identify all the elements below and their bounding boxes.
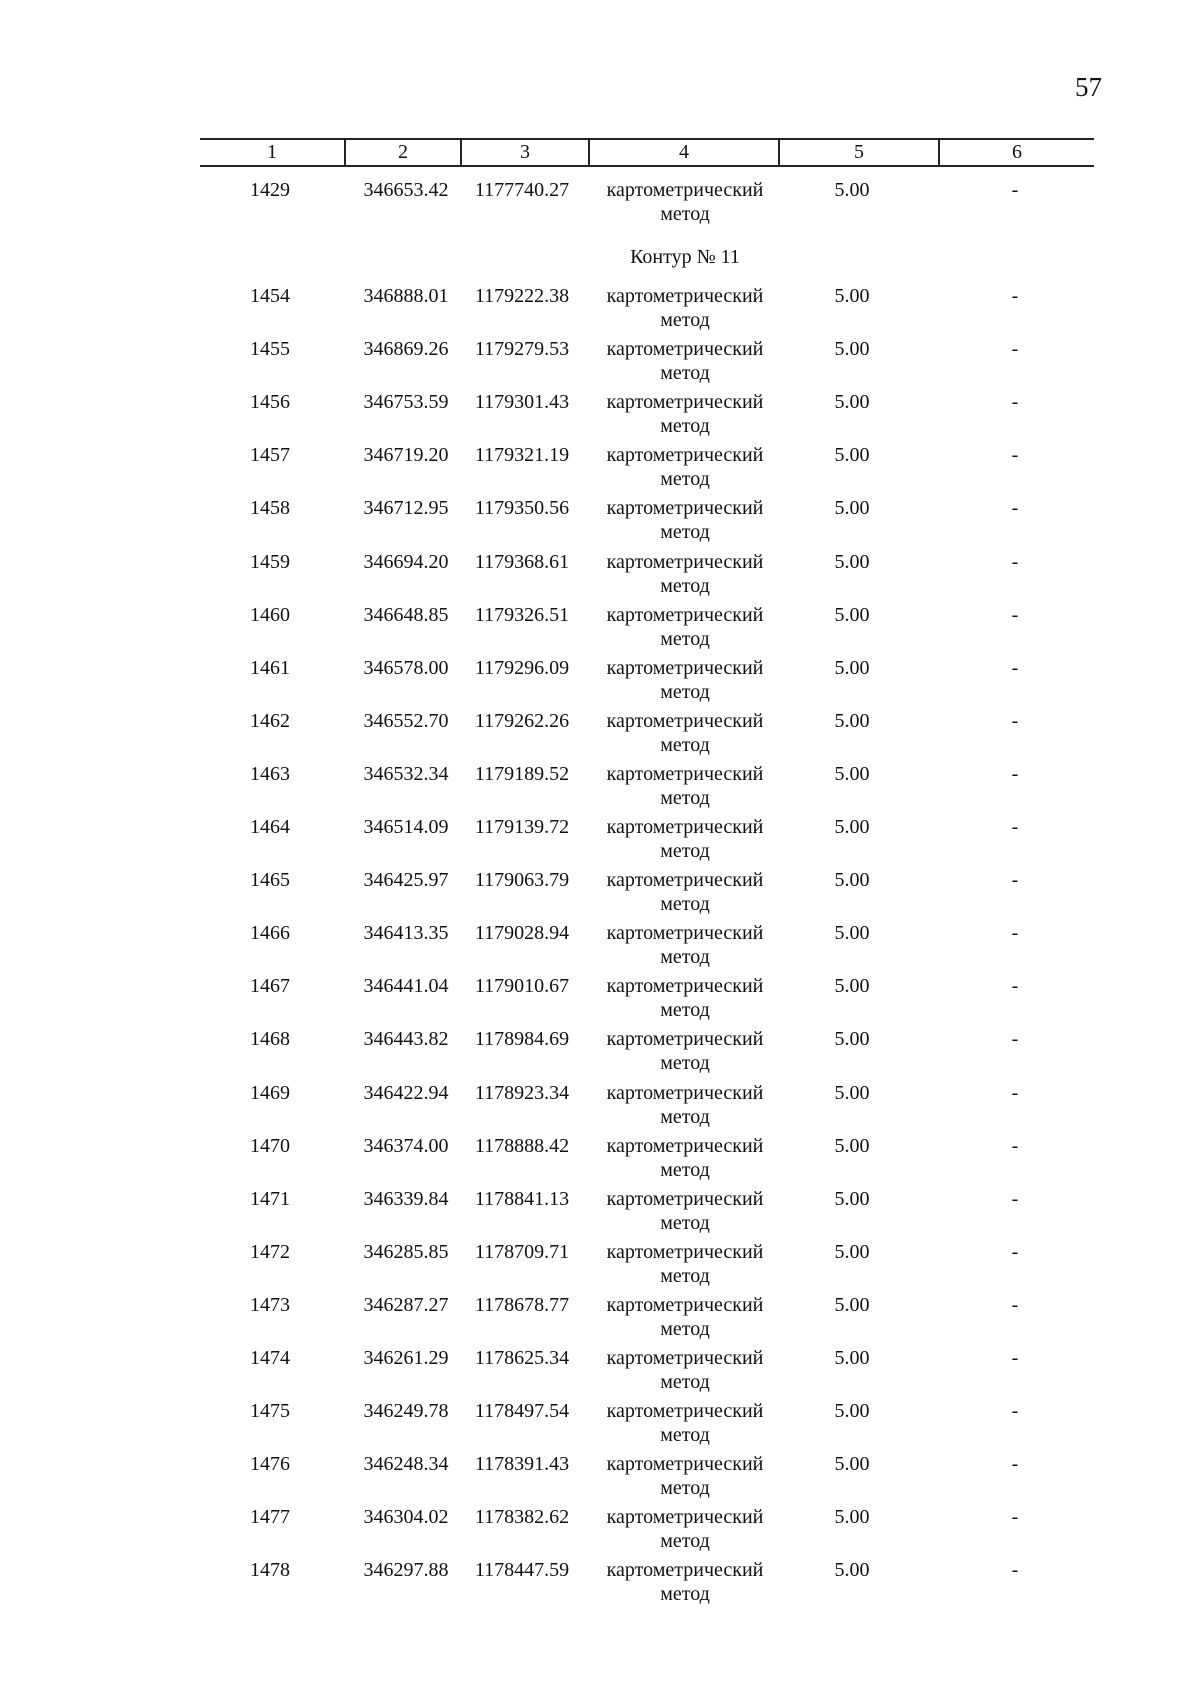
coord-x: 346753.59 xyxy=(363,391,449,414)
note: - xyxy=(1011,497,1019,520)
coord-y: 1178923.34 xyxy=(474,1081,570,1104)
method-line-2: метод xyxy=(660,309,710,331)
note: - xyxy=(1011,975,1019,998)
coord-y: 1178625.34 xyxy=(474,1347,570,1369)
note: - xyxy=(1011,603,1019,626)
method-line-2: метод xyxy=(660,1371,710,1393)
point-number: 1477 xyxy=(250,1506,290,1529)
method xyxy=(580,1134,790,1182)
accuracy: 5.00 xyxy=(834,1081,870,1104)
note: - xyxy=(1011,1134,1019,1157)
method-line-1: картометрический xyxy=(606,285,764,307)
method-line-2: метод xyxy=(660,999,710,1022)
coord-y: 1178709.71 xyxy=(474,1240,570,1263)
coord-y: 1179326.51 xyxy=(474,603,570,626)
coord-y: 1178678.77 xyxy=(474,1293,570,1316)
note: - xyxy=(1011,869,1019,892)
table-row xyxy=(0,1452,1200,1504)
accuracy: 5.00 xyxy=(834,179,870,201)
method-line-1: картометрический xyxy=(606,1134,764,1157)
method xyxy=(580,1293,790,1341)
coord-y: 1179296.09 xyxy=(474,656,570,679)
method-line-2: метод xyxy=(660,574,710,597)
table-header xyxy=(200,138,1094,167)
coord-x: 346249.78 xyxy=(363,1400,449,1423)
method-line-2: метод xyxy=(660,1530,710,1553)
method xyxy=(580,550,790,598)
method-line-2: метод xyxy=(660,521,710,544)
note: - xyxy=(1011,656,1019,679)
accuracy: 5.00 xyxy=(834,656,870,679)
table-row xyxy=(0,1293,1200,1345)
method xyxy=(580,1027,790,1075)
method-line-2: метод xyxy=(660,1105,710,1128)
accuracy: 5.00 xyxy=(834,550,870,573)
point-number: 1457 xyxy=(250,444,290,467)
note: - xyxy=(1011,922,1019,945)
coord-y: 1178888.42 xyxy=(474,1134,570,1157)
coord-x: 346261.29 xyxy=(363,1347,449,1369)
accuracy: 5.00 xyxy=(834,816,870,838)
note: - xyxy=(1011,762,1019,785)
method-line-1: картометрический xyxy=(606,1293,764,1316)
accuracy: 5.00 xyxy=(834,338,870,361)
method-line-2: метод xyxy=(660,1317,710,1340)
point-number: 1473 xyxy=(250,1293,290,1316)
table-row xyxy=(0,443,1200,495)
table-row xyxy=(0,1134,1200,1186)
table-row xyxy=(0,1187,1200,1239)
point-number: 1460 xyxy=(250,603,290,626)
method-line-1: картометрический xyxy=(606,1453,764,1476)
table-row xyxy=(0,603,1200,655)
point-number: 1478 xyxy=(250,1559,290,1582)
method-line-2: метод xyxy=(660,415,710,438)
method-line-2: метод xyxy=(660,1583,710,1606)
method xyxy=(580,815,790,863)
method xyxy=(580,178,790,226)
note: - xyxy=(1011,816,1019,838)
accuracy: 5.00 xyxy=(834,922,870,945)
method xyxy=(580,656,790,704)
contour-title: Контур № 11 xyxy=(630,246,740,268)
method xyxy=(580,974,790,1022)
method-line-1: картометрический xyxy=(606,1028,764,1051)
note: - xyxy=(1011,1453,1019,1476)
accuracy: 5.00 xyxy=(834,1293,870,1316)
method-line-1: картометрический xyxy=(606,550,764,573)
note: - xyxy=(1011,1081,1019,1104)
note: - xyxy=(1011,550,1019,573)
note: - xyxy=(1011,179,1019,201)
note: - xyxy=(1011,1400,1019,1423)
method-line-2: метод xyxy=(660,468,710,491)
accuracy: 5.00 xyxy=(834,603,870,626)
method-line-1: картометрический xyxy=(606,391,764,414)
coord-x: 346694.20 xyxy=(363,550,449,573)
method-line-1: картометрический xyxy=(606,1081,764,1104)
method xyxy=(580,1346,790,1394)
table-row xyxy=(0,390,1200,442)
coord-x: 346888.01 xyxy=(363,285,449,307)
accuracy: 5.00 xyxy=(834,391,870,414)
method-line-1: картометрический xyxy=(606,762,764,785)
note: - xyxy=(1011,444,1019,467)
accuracy: 5.00 xyxy=(834,1187,870,1210)
accuracy: 5.00 xyxy=(834,1240,870,1263)
coord-x: 346653.42 xyxy=(363,179,449,201)
coord-x: 346532.34 xyxy=(363,762,449,785)
point-number: 1455 xyxy=(250,338,290,361)
coord-x: 346248.34 xyxy=(363,1453,449,1476)
method xyxy=(580,868,790,916)
point-number: 1475 xyxy=(250,1400,290,1423)
note: - xyxy=(1011,709,1019,732)
method-line-2: метод xyxy=(660,627,710,650)
method xyxy=(580,496,790,544)
coord-x: 346304.02 xyxy=(363,1506,449,1529)
table-row xyxy=(0,868,1200,920)
note: - xyxy=(1011,338,1019,361)
note: - xyxy=(1011,391,1019,414)
coord-y: 1178447.59 xyxy=(474,1559,570,1582)
point-number: 1458 xyxy=(250,497,290,520)
point-number: 1454 xyxy=(250,285,290,307)
accuracy: 5.00 xyxy=(834,975,870,998)
coord-x: 346297.88 xyxy=(363,1559,449,1582)
point-number: 1459 xyxy=(250,550,290,573)
method-line-1: картометрический xyxy=(606,816,764,838)
accuracy: 5.00 xyxy=(834,285,870,307)
coord-y: 1178391.43 xyxy=(474,1453,570,1476)
coord-y: 1179222.38 xyxy=(474,285,570,307)
point-number: 1476 xyxy=(250,1453,290,1476)
coord-y: 1179279.53 xyxy=(474,338,570,361)
note: - xyxy=(1011,1293,1019,1316)
header-col-1: 1 xyxy=(267,141,277,163)
table-row xyxy=(0,550,1200,602)
note: - xyxy=(1011,285,1019,307)
method xyxy=(580,1187,790,1235)
note: - xyxy=(1011,1240,1019,1263)
point-number: 1467 xyxy=(250,975,290,998)
method-line-2: метод xyxy=(660,1424,710,1447)
coord-x: 346443.82 xyxy=(363,1028,449,1051)
table-row xyxy=(0,1346,1200,1398)
point-number: 1456 xyxy=(250,391,290,414)
method-line-2: метод xyxy=(660,1052,710,1075)
table-row xyxy=(0,709,1200,761)
method xyxy=(580,284,790,332)
header-col-5: 5 xyxy=(854,141,864,163)
coord-y: 1179262.26 xyxy=(474,709,570,732)
method-line-2: метод xyxy=(660,786,710,809)
method-line-1: картометрический xyxy=(606,975,764,998)
header-col-6: 6 xyxy=(1012,141,1022,163)
method xyxy=(580,709,790,757)
method-line-1: картометрический xyxy=(606,1506,764,1529)
coord-x: 346425.97 xyxy=(363,869,449,892)
method-line-1: картометрический xyxy=(606,338,764,361)
coord-y: 1179301.43 xyxy=(474,391,570,414)
accuracy: 5.00 xyxy=(834,1559,870,1582)
method xyxy=(580,1452,790,1500)
table-row xyxy=(0,1240,1200,1292)
coord-y: 1179028.94 xyxy=(474,922,570,945)
accuracy: 5.00 xyxy=(834,1347,870,1369)
table-row xyxy=(0,974,1200,1026)
accuracy: 5.00 xyxy=(834,1453,870,1476)
point-number: 1429 xyxy=(250,179,290,201)
coord-y: 1179368.61 xyxy=(474,550,570,573)
accuracy: 5.00 xyxy=(834,1028,870,1051)
method-line-1: картометрический xyxy=(606,603,764,626)
table-row xyxy=(0,496,1200,548)
method-line-1: картометрический xyxy=(606,179,764,201)
table-row xyxy=(0,337,1200,389)
coord-x: 346374.00 xyxy=(363,1134,449,1157)
coord-x: 346413.35 xyxy=(363,922,449,945)
method xyxy=(580,1399,790,1447)
accuracy: 5.00 xyxy=(834,869,870,892)
table-row xyxy=(0,921,1200,973)
method-line-1: картометрический xyxy=(606,1559,764,1582)
point-number: 1464 xyxy=(250,816,290,838)
method-line-2: метод xyxy=(660,1211,710,1234)
page-number: 57 xyxy=(1075,72,1102,102)
method-line-2: метод xyxy=(660,946,710,969)
table-row xyxy=(0,656,1200,708)
method xyxy=(580,603,790,651)
method-line-2: метод xyxy=(660,1477,710,1500)
method-line-1: картометрический xyxy=(606,869,764,892)
header-col-3: 3 xyxy=(520,141,530,163)
coord-y: 1179189.52 xyxy=(474,762,570,785)
table-row xyxy=(0,1558,1200,1610)
table-row xyxy=(0,1505,1200,1557)
method-line-1: картометрический xyxy=(606,1400,764,1423)
coord-y: 1179321.19 xyxy=(474,444,570,467)
method-line-1: картометрический xyxy=(606,1187,764,1210)
coord-y: 1178497.54 xyxy=(474,1400,570,1423)
note: - xyxy=(1011,1506,1019,1529)
method xyxy=(580,390,790,438)
method-line-1: картометрический xyxy=(606,656,764,679)
method-line-1: картометрический xyxy=(606,922,764,945)
coord-x: 346514.09 xyxy=(363,816,449,838)
coord-y: 1179063.79 xyxy=(474,869,570,892)
method xyxy=(580,443,790,491)
method-line-1: картометрический xyxy=(606,444,764,467)
method-line-1: картометрический xyxy=(606,1240,764,1263)
coord-x: 346441.04 xyxy=(363,975,449,998)
method-line-2: метод xyxy=(660,1264,710,1287)
coord-y: 1179139.72 xyxy=(474,816,570,838)
method xyxy=(580,1558,790,1606)
coord-x: 346339.84 xyxy=(363,1187,449,1210)
point-number: 1472 xyxy=(250,1240,290,1263)
method-line-1: картометрический xyxy=(606,709,764,732)
accuracy: 5.00 xyxy=(834,1506,870,1529)
point-number: 1461 xyxy=(250,656,290,679)
coord-x: 346719.20 xyxy=(363,444,449,467)
coord-x: 346648.85 xyxy=(363,603,449,626)
table-row xyxy=(0,1027,1200,1079)
header-col-4: 4 xyxy=(679,141,689,163)
point-number: 1466 xyxy=(250,922,290,945)
table-row xyxy=(0,1081,1200,1133)
method xyxy=(580,1081,790,1129)
method-line-2: метод xyxy=(660,1158,710,1181)
point-number: 1468 xyxy=(250,1028,290,1051)
point-number: 1469 xyxy=(250,1081,290,1104)
method-line-2: метод xyxy=(660,893,710,916)
point-number: 1471 xyxy=(250,1187,290,1210)
point-number: 1463 xyxy=(250,762,290,785)
note: - xyxy=(1011,1187,1019,1210)
note: - xyxy=(1011,1028,1019,1051)
coord-y: 1178841.13 xyxy=(474,1187,570,1210)
table-row xyxy=(0,178,1200,230)
coord-x: 346578.00 xyxy=(363,656,449,679)
coord-y: 1179010.67 xyxy=(474,975,570,998)
method xyxy=(580,1505,790,1553)
method xyxy=(580,921,790,969)
coord-x: 346869.26 xyxy=(363,338,449,361)
coord-x: 346287.27 xyxy=(363,1293,449,1316)
accuracy: 5.00 xyxy=(834,762,870,785)
accuracy: 5.00 xyxy=(834,1400,870,1423)
point-number: 1474 xyxy=(250,1347,290,1369)
coord-y: 1178984.69 xyxy=(474,1028,570,1051)
method-line-2: метод xyxy=(660,733,710,756)
method-line-2: метод xyxy=(660,203,710,225)
table-row xyxy=(0,762,1200,814)
method xyxy=(580,762,790,810)
method-line-2: метод xyxy=(660,680,710,703)
table-row xyxy=(0,815,1200,867)
method xyxy=(580,1240,790,1288)
coord-y: 1178382.62 xyxy=(474,1506,570,1529)
accuracy: 5.00 xyxy=(834,444,870,467)
coord-y: 1179350.56 xyxy=(474,497,570,520)
accuracy: 5.00 xyxy=(834,497,870,520)
coord-x: 346712.95 xyxy=(363,497,449,520)
point-number: 1470 xyxy=(250,1134,290,1157)
coord-x: 346552.70 xyxy=(363,709,449,732)
method xyxy=(580,337,790,385)
method-line-2: метод xyxy=(660,840,710,862)
header-col-2: 2 xyxy=(398,141,408,163)
method-line-2: метод xyxy=(660,362,710,385)
method-line-1: картометрический xyxy=(606,497,764,520)
table-row xyxy=(0,1399,1200,1451)
note: - xyxy=(1011,1559,1019,1582)
accuracy: 5.00 xyxy=(834,1134,870,1157)
coord-x: 346285.85 xyxy=(363,1240,449,1263)
point-number: 1465 xyxy=(250,869,290,892)
coord-y: 1177740.27 xyxy=(474,179,570,201)
coord-x: 346422.94 xyxy=(363,1081,449,1104)
accuracy: 5.00 xyxy=(834,709,870,732)
table-row xyxy=(0,284,1200,336)
note: - xyxy=(1011,1347,1019,1369)
method-line-1: картометрический xyxy=(606,1347,764,1369)
point-number: 1462 xyxy=(250,709,290,732)
